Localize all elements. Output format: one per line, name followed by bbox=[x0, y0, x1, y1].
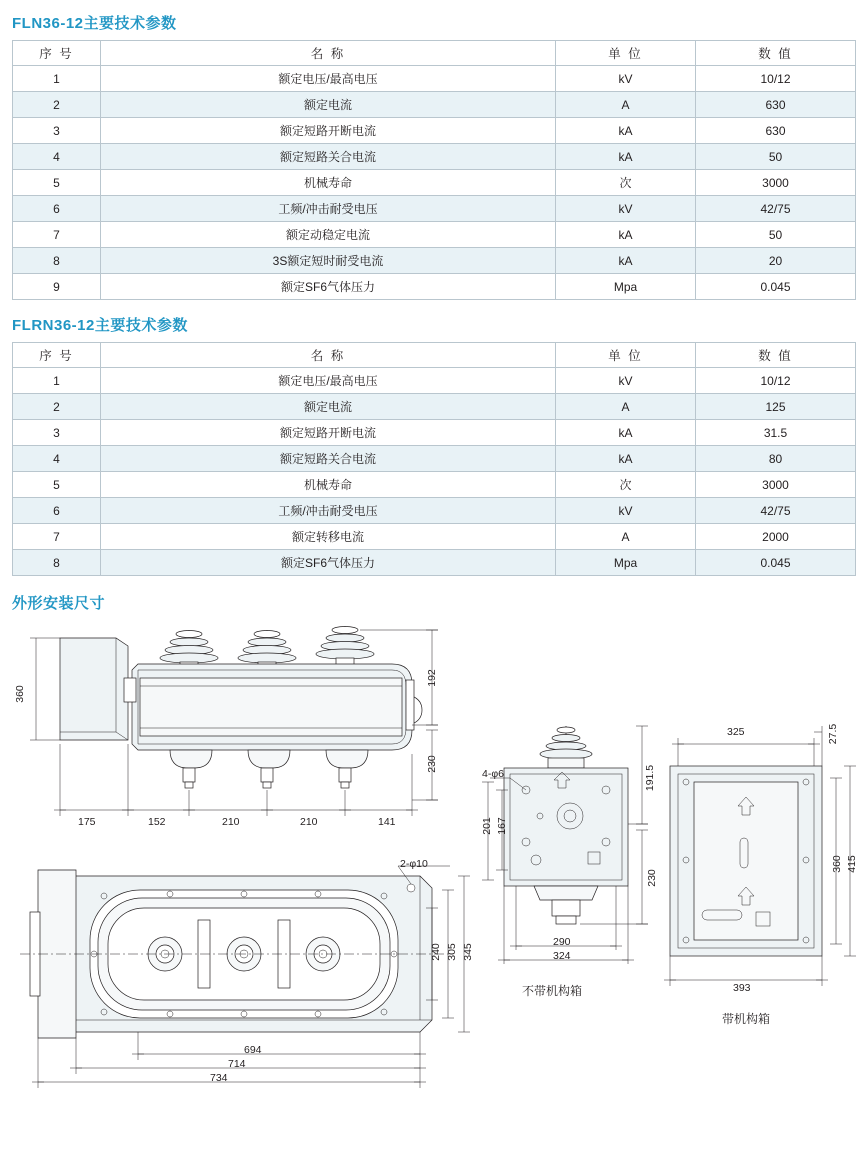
cell-no: 7 bbox=[13, 222, 101, 248]
dim-top-height-240: 240 bbox=[429, 943, 442, 961]
cell-name: 额定SF6气体压力 bbox=[101, 550, 556, 576]
cell-value: 2000 bbox=[696, 524, 856, 550]
table-row bbox=[13, 66, 856, 92]
section-title-flrn36: FLRN36-12主要技术参数 bbox=[12, 317, 188, 334]
cell-name: 额定SF6气体压力 bbox=[101, 274, 556, 300]
cell-no: 8 bbox=[13, 550, 101, 576]
cell-value: 20 bbox=[696, 248, 856, 274]
cell-unit: Mpa bbox=[556, 550, 696, 576]
dim-side-height-230: 230 bbox=[645, 869, 658, 887]
cell-unit: kV bbox=[556, 368, 696, 394]
cell-unit: kV bbox=[556, 196, 696, 222]
cell-no: 6 bbox=[13, 498, 101, 524]
cell-name: 额定短路关合电流 bbox=[101, 144, 556, 170]
table-row bbox=[13, 274, 856, 300]
cell-no: 2 bbox=[13, 92, 101, 118]
cell-value: 10/12 bbox=[696, 66, 856, 92]
cell-no: 6 bbox=[13, 196, 101, 222]
cell-value: 630 bbox=[696, 118, 856, 144]
dim-side-height-191-5: 191.5 bbox=[644, 764, 657, 792]
table-row bbox=[13, 144, 856, 170]
cell-no: 1 bbox=[13, 368, 101, 394]
table-row bbox=[13, 394, 856, 420]
cell-name: 机械寿命 bbox=[101, 170, 556, 196]
cell-name: 额定电流 bbox=[101, 394, 556, 420]
dim-top-height-345: 345 bbox=[461, 943, 474, 961]
cell-no: 3 bbox=[13, 420, 101, 446]
cell-unit: 次 bbox=[556, 170, 696, 196]
dim-top-width-694: 694 bbox=[244, 1044, 262, 1056]
spec-table-flrn36 bbox=[12, 342, 856, 576]
cell-unit: kV bbox=[556, 498, 696, 524]
dimension-drawings bbox=[0, 620, 867, 1100]
cell-unit: A bbox=[556, 92, 696, 118]
cell-name: 额定短路开断电流 bbox=[101, 118, 556, 144]
cell-name: 3S额定短时耐受电流 bbox=[101, 248, 556, 274]
cell-value: 50 bbox=[696, 144, 856, 170]
dim-side-width-290: 290 bbox=[553, 936, 571, 948]
column-header-name: 名 称 bbox=[101, 41, 556, 66]
dim-side-hole-note: 4-φ6 bbox=[482, 768, 504, 780]
cell-no: 1 bbox=[13, 66, 101, 92]
dim-front-height-230: 230 bbox=[425, 755, 438, 773]
dim-box-width-27-5: 27.5 bbox=[827, 723, 840, 745]
table-row bbox=[13, 248, 856, 274]
side-view-no-box-drawing bbox=[470, 720, 670, 1020]
cell-no: 5 bbox=[13, 170, 101, 196]
cell-name: 额定动稳定电流 bbox=[101, 222, 556, 248]
cell-name: 额定短路关合电流 bbox=[101, 446, 556, 472]
cell-value: 3000 bbox=[696, 170, 856, 196]
cell-name: 额定电流 bbox=[101, 92, 556, 118]
dim-front-width-152: 152 bbox=[148, 816, 166, 828]
cell-value: 0.045 bbox=[696, 274, 856, 300]
column-header-value: 数 值 bbox=[696, 343, 856, 368]
dim-side-width-324: 324 bbox=[553, 950, 571, 962]
column-header-unit: 单 位 bbox=[556, 41, 696, 66]
cell-no: 5 bbox=[13, 472, 101, 498]
cell-no: 4 bbox=[13, 446, 101, 472]
dim-top-width-714: 714 bbox=[228, 1058, 246, 1070]
section-title-dimensions: 外形安装尺寸 bbox=[12, 595, 106, 612]
cell-no: 3 bbox=[13, 118, 101, 144]
cell-no: 7 bbox=[13, 524, 101, 550]
table-row bbox=[13, 550, 856, 576]
cell-unit: kA bbox=[556, 248, 696, 274]
table-row bbox=[13, 472, 856, 498]
cell-no: 4 bbox=[13, 144, 101, 170]
cell-name: 额定短路开断电流 bbox=[101, 420, 556, 446]
cell-value: 630 bbox=[696, 92, 856, 118]
table-row bbox=[13, 196, 856, 222]
dim-box-height-360: 360 bbox=[830, 855, 843, 873]
cell-value: 0.045 bbox=[696, 550, 856, 576]
table-row bbox=[13, 92, 856, 118]
cell-name: 机械寿命 bbox=[101, 472, 556, 498]
cell-unit: 次 bbox=[556, 472, 696, 498]
dim-front-height-360: 360 bbox=[13, 685, 26, 703]
table-row bbox=[13, 498, 856, 524]
table-row bbox=[13, 170, 856, 196]
cell-unit: A bbox=[556, 394, 696, 420]
table-row bbox=[13, 446, 856, 472]
dim-front-width-175: 175 bbox=[78, 816, 96, 828]
table-row bbox=[13, 524, 856, 550]
cell-no: 8 bbox=[13, 248, 101, 274]
cell-unit: kA bbox=[556, 446, 696, 472]
table-header-row bbox=[13, 41, 856, 66]
cell-unit: kV bbox=[556, 66, 696, 92]
column-header-name: 名 称 bbox=[101, 343, 556, 368]
section-title-fln36: FLN36-12主要技术参数 bbox=[12, 15, 177, 32]
cell-value: 80 bbox=[696, 446, 856, 472]
cell-unit: A bbox=[556, 524, 696, 550]
cell-unit: kA bbox=[556, 420, 696, 446]
cell-value: 50 bbox=[696, 222, 856, 248]
dim-side-height-201: 201 bbox=[480, 817, 493, 835]
cell-name: 额定电压/最高电压 bbox=[101, 368, 556, 394]
dim-box-height-415: 415 bbox=[845, 855, 858, 873]
cell-unit: kA bbox=[556, 118, 696, 144]
dim-box-width-325: 325 bbox=[727, 726, 745, 738]
caption-no-mechanism-box: 不带机构箱 bbox=[522, 984, 583, 998]
dim-top-hole-note: 2-φ10 bbox=[400, 858, 428, 870]
cell-name: 工频/冲击耐受电压 bbox=[101, 498, 556, 524]
cell-value: 3000 bbox=[696, 472, 856, 498]
cell-value: 125 bbox=[696, 394, 856, 420]
table-row bbox=[13, 118, 856, 144]
table-header-row bbox=[13, 343, 856, 368]
dim-top-width-734: 734 bbox=[210, 1072, 228, 1084]
column-header-unit: 单 位 bbox=[556, 343, 696, 368]
dim-front-width-210-b: 210 bbox=[300, 816, 318, 828]
dim-front-width-141: 141 bbox=[378, 816, 396, 828]
cell-unit: Mpa bbox=[556, 274, 696, 300]
dim-top-height-305: 305 bbox=[445, 943, 458, 961]
dim-front-width-210-a: 210 bbox=[222, 816, 240, 828]
cell-unit: kA bbox=[556, 144, 696, 170]
cell-value: 42/75 bbox=[696, 498, 856, 524]
cell-value: 10/12 bbox=[696, 368, 856, 394]
cell-name: 额定转移电流 bbox=[101, 524, 556, 550]
dim-box-width-393: 393 bbox=[733, 982, 751, 994]
caption-with-mechanism-box: 带机构箱 bbox=[722, 1012, 771, 1026]
dim-front-height-192: 192 bbox=[425, 669, 438, 687]
cell-value: 42/75 bbox=[696, 196, 856, 222]
cell-no: 9 bbox=[13, 274, 101, 300]
column-header-value: 数 值 bbox=[696, 41, 856, 66]
table-row bbox=[13, 420, 856, 446]
column-header-no: 序 号 bbox=[13, 41, 101, 66]
cell-name: 工频/冲击耐受电压 bbox=[101, 196, 556, 222]
cell-unit: kA bbox=[556, 222, 696, 248]
dim-side-height-167: 167 bbox=[495, 817, 508, 835]
cell-name: 额定电压/最高电压 bbox=[101, 66, 556, 92]
table-row bbox=[13, 368, 856, 394]
cell-value: 31.5 bbox=[696, 420, 856, 446]
cell-no: 2 bbox=[13, 394, 101, 420]
column-header-no: 序 号 bbox=[13, 343, 101, 368]
spec-table-fln36 bbox=[12, 40, 856, 300]
table-row bbox=[13, 222, 856, 248]
